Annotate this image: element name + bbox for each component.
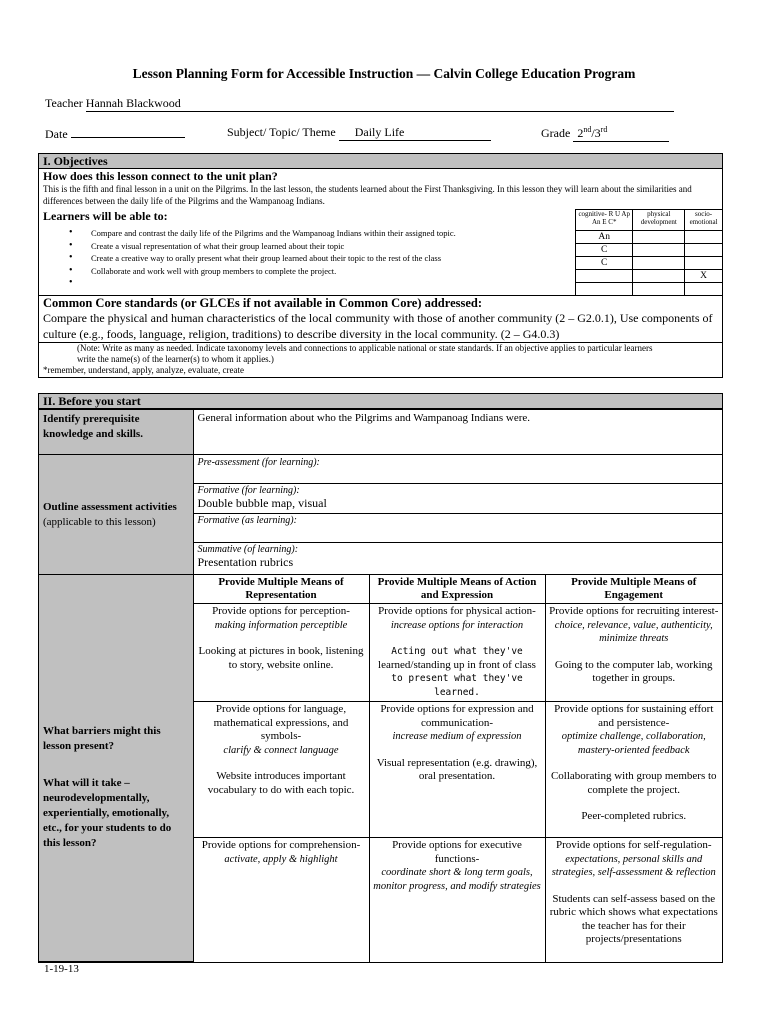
udl-body: Visual representation (e.g. drawing), oral presentation. — [376, 756, 538, 782]
barriers-cell — [39, 575, 193, 962]
teacher-label: Teacher — [45, 96, 83, 110]
tax-header-socio: socio- emotional — [685, 210, 723, 231]
summative-value: Presentation rubrics — [197, 555, 294, 569]
udl-cell-executive-functions[interactable] — [369, 838, 545, 962]
objective-item: • Compare and contrast the daily life of the Pilgrims and the Wampanoag Indians within their assigned topic. — [69, 227, 575, 240]
before-heading: II. Before you start — [39, 394, 722, 409]
udl-body: Going to the computer lab, working together in groups. — [554, 658, 713, 684]
prereq-label: Identify prerequisite knowledge and skills. — [39, 410, 193, 455]
tax-cell — [685, 244, 723, 257]
objectives-area — [39, 209, 722, 295]
formative-as-label: Formative (as learning): — [197, 515, 297, 526]
udl-cell-self-regulation[interactable] — [545, 838, 722, 962]
common-core-heading: Common Core standards (or GLCEs if not available in Common Core) addressed: — [43, 296, 483, 310]
col-header-representation: Provide Multiple Means of Representation — [193, 575, 369, 604]
tax-cell: X — [685, 270, 723, 283]
tax-cell: C — [576, 257, 633, 270]
formative-for-label: Formative (for learning): — [197, 485, 300, 496]
udl-em: expectations, personal skills and strategies, self-assessment & reflection — [551, 853, 716, 878]
udl-lead: Provide options for sustaining effort and persistence- — [554, 703, 714, 729]
tax-cell — [576, 270, 633, 283]
udl-lead: Provide options for recruiting interest- — [549, 605, 719, 617]
col-header-engagement: Provide Multiple Means of Engagement — [545, 575, 722, 604]
assess-sub: (applicable to this lesson) — [43, 515, 156, 528]
udl-cell-sustaining-effort[interactable] — [545, 702, 722, 838]
tax-cell — [685, 231, 723, 244]
connect-answer: This is the fifth and final lesson in a unit on the Pilgrims. In the last lesson, the students learned about the First Thanksgiving. In this lesson they will learn about the similarities and differences between the daily life of the Pilgrims and the Wampanoag Indians. — [43, 184, 692, 206]
tax-cell — [633, 257, 685, 270]
summative-cell[interactable] — [193, 543, 722, 575]
col-header-action: Provide Multiple Means of Action and Expression — [369, 575, 545, 604]
udl-em: increase options for interaction — [390, 619, 524, 631]
common-core-text: Compare the physical and human characteristics of the local community with those of another community (2 – G2.0.1), Use components of culture (e.g., foods, language, religion, traditions) to describe diversity in the local community. (2 – G4.0.3) — [43, 311, 713, 341]
udl-cell-expression[interactable] — [369, 702, 545, 838]
assess-label-cell — [39, 455, 193, 575]
udl-cell-comprehension[interactable] — [193, 838, 369, 962]
note-line: write the name(s) of the learner(s) to whom it applies.) — [77, 354, 274, 364]
date-row — [45, 125, 185, 142]
formative-for-value: Double bubble map, visual — [197, 496, 327, 510]
udl-em: coordinate short & long term goals, monitor progress, and modify strategies — [373, 867, 541, 892]
tax-cell — [633, 231, 685, 244]
date-field[interactable] — [71, 125, 185, 138]
udl-lead: Provide options for executive functions- — [392, 839, 522, 865]
udl-lead: Provide options for perception- — [212, 605, 350, 617]
pre-assessment-cell[interactable] — [193, 455, 722, 484]
take-question: What will it take – neurodevelopmentally, experientially, emotionally, etc., for your students to do this lesson? — [43, 776, 172, 849]
udl-body: learned/standing up in front of class — [378, 658, 536, 671]
udl-cell-language[interactable] — [193, 702, 369, 838]
formative-as-cell[interactable] — [193, 514, 722, 543]
assess-label: Outline assessment activities — [43, 500, 177, 513]
udl-lead: Provide options for self-regulation- — [556, 839, 712, 851]
udl-em: activate, apply & highlight — [224, 853, 338, 865]
udl-body: Acting out what they've — [391, 646, 523, 657]
objective-item: • Create a creative way to orally present what their group learned about their topic to the rest of the class — [69, 252, 575, 265]
udl-lead: Provide options for language, mathematical expressions, and symbols- — [213, 703, 349, 742]
subject-label: Subject/ Topic/ Theme — [227, 125, 336, 139]
objectives-section — [38, 153, 723, 378]
udl-lead: Provide options for physical action- — [378, 605, 536, 617]
udl-lead: Provide options for expression and communication- — [380, 703, 534, 729]
objective-item: • Collaborate and work well with group members to complete the project. — [69, 265, 575, 278]
grade-row — [541, 125, 669, 142]
udl-body: Peer-completed rubrics. — [581, 810, 687, 822]
udl-em: choice, relevance, value, authenticity, minimize threats — [554, 619, 713, 644]
prereq-value[interactable]: General information about who the Pilgrims and Wampanoag Indians were. — [193, 410, 722, 455]
tax-cell: C — [576, 244, 633, 257]
udl-body: to present what they've learned. — [391, 673, 523, 698]
note-block — [39, 342, 722, 376]
udl-cell-physical-action[interactable] — [369, 604, 545, 702]
udl-em: clarify & connect language — [223, 744, 339, 756]
tax-cell — [633, 244, 685, 257]
udl-em: optimize challenge, collaboration, mastery-oriented feedback — [561, 731, 706, 756]
teacher-field[interactable]: Hannah Blackwood — [86, 96, 674, 112]
udl-cell-recruiting-interest[interactable] — [545, 604, 722, 702]
date-label: Date — [45, 127, 68, 141]
grade-field[interactable]: 2nd/3rd — [573, 125, 669, 142]
pre-assessment-label: Pre-assessment (for learning): — [197, 457, 320, 468]
udl-em: making information perceptible — [214, 619, 348, 631]
tax-header-physical: physical development — [633, 210, 685, 231]
tax-cell — [633, 283, 685, 296]
teacher-row — [45, 96, 674, 112]
form-title: Lesson Planning Form for Accessible Instruction — Calvin College Education Program — [132, 66, 636, 81]
udl-cell-perception[interactable] — [193, 604, 369, 702]
barriers-question: What barriers might this lesson present? — [43, 724, 161, 752]
summative-label: Summative (of learning): — [197, 544, 299, 555]
connect-question: How does this lesson connect to the unit plan? — [43, 169, 278, 183]
learners-label: Learners will be able to: — [43, 209, 168, 223]
udl-body: Website introduces important vocabulary to do with each topic. — [207, 770, 355, 796]
objectives-heading: I. Objectives — [39, 154, 722, 169]
before-you-start-section — [38, 393, 723, 963]
objective-item: • Create a visual representation of what their group learned about their topic — [69, 240, 575, 253]
tax-cell — [576, 283, 633, 296]
subject-row — [227, 125, 491, 141]
tax-cell: An — [576, 231, 633, 244]
subject-field[interactable]: Daily Life — [339, 125, 491, 141]
udl-body: Students can self-assess based on the rubric which shows what expectations the teacher has for their projects/presentations — [549, 892, 718, 945]
udl-lead: Provide options for comprehension- — [201, 839, 361, 851]
tax-cell — [685, 283, 723, 296]
udl-em: increase medium of expression — [392, 731, 522, 742]
udl-body: Collaborating with group members to complete the project. — [550, 770, 717, 796]
note-line: (Note: Write as many as needed. Indicate taxonomy levels and connections to applicable national or state standards. If an objective applies to particular learners — [77, 343, 653, 353]
formative-for-cell[interactable] — [193, 484, 722, 514]
taxonomy-table — [575, 209, 723, 296]
tax-cell — [633, 270, 685, 283]
tax-header-cognitive: cognitive- R U Ap An E C* — [576, 210, 633, 231]
before-table — [39, 409, 722, 962]
grade-label: Grade — [541, 126, 571, 140]
tax-cell — [685, 257, 723, 270]
footer-date: 1-19-13 — [44, 963, 79, 975]
objectives-list — [39, 227, 575, 277]
common-core-block — [39, 295, 722, 342]
udl-body: Looking at pictures in book, listening to story, website online. — [198, 645, 364, 671]
note-line: *remember, understand, apply, analyze, evaluate, create — [43, 365, 244, 375]
